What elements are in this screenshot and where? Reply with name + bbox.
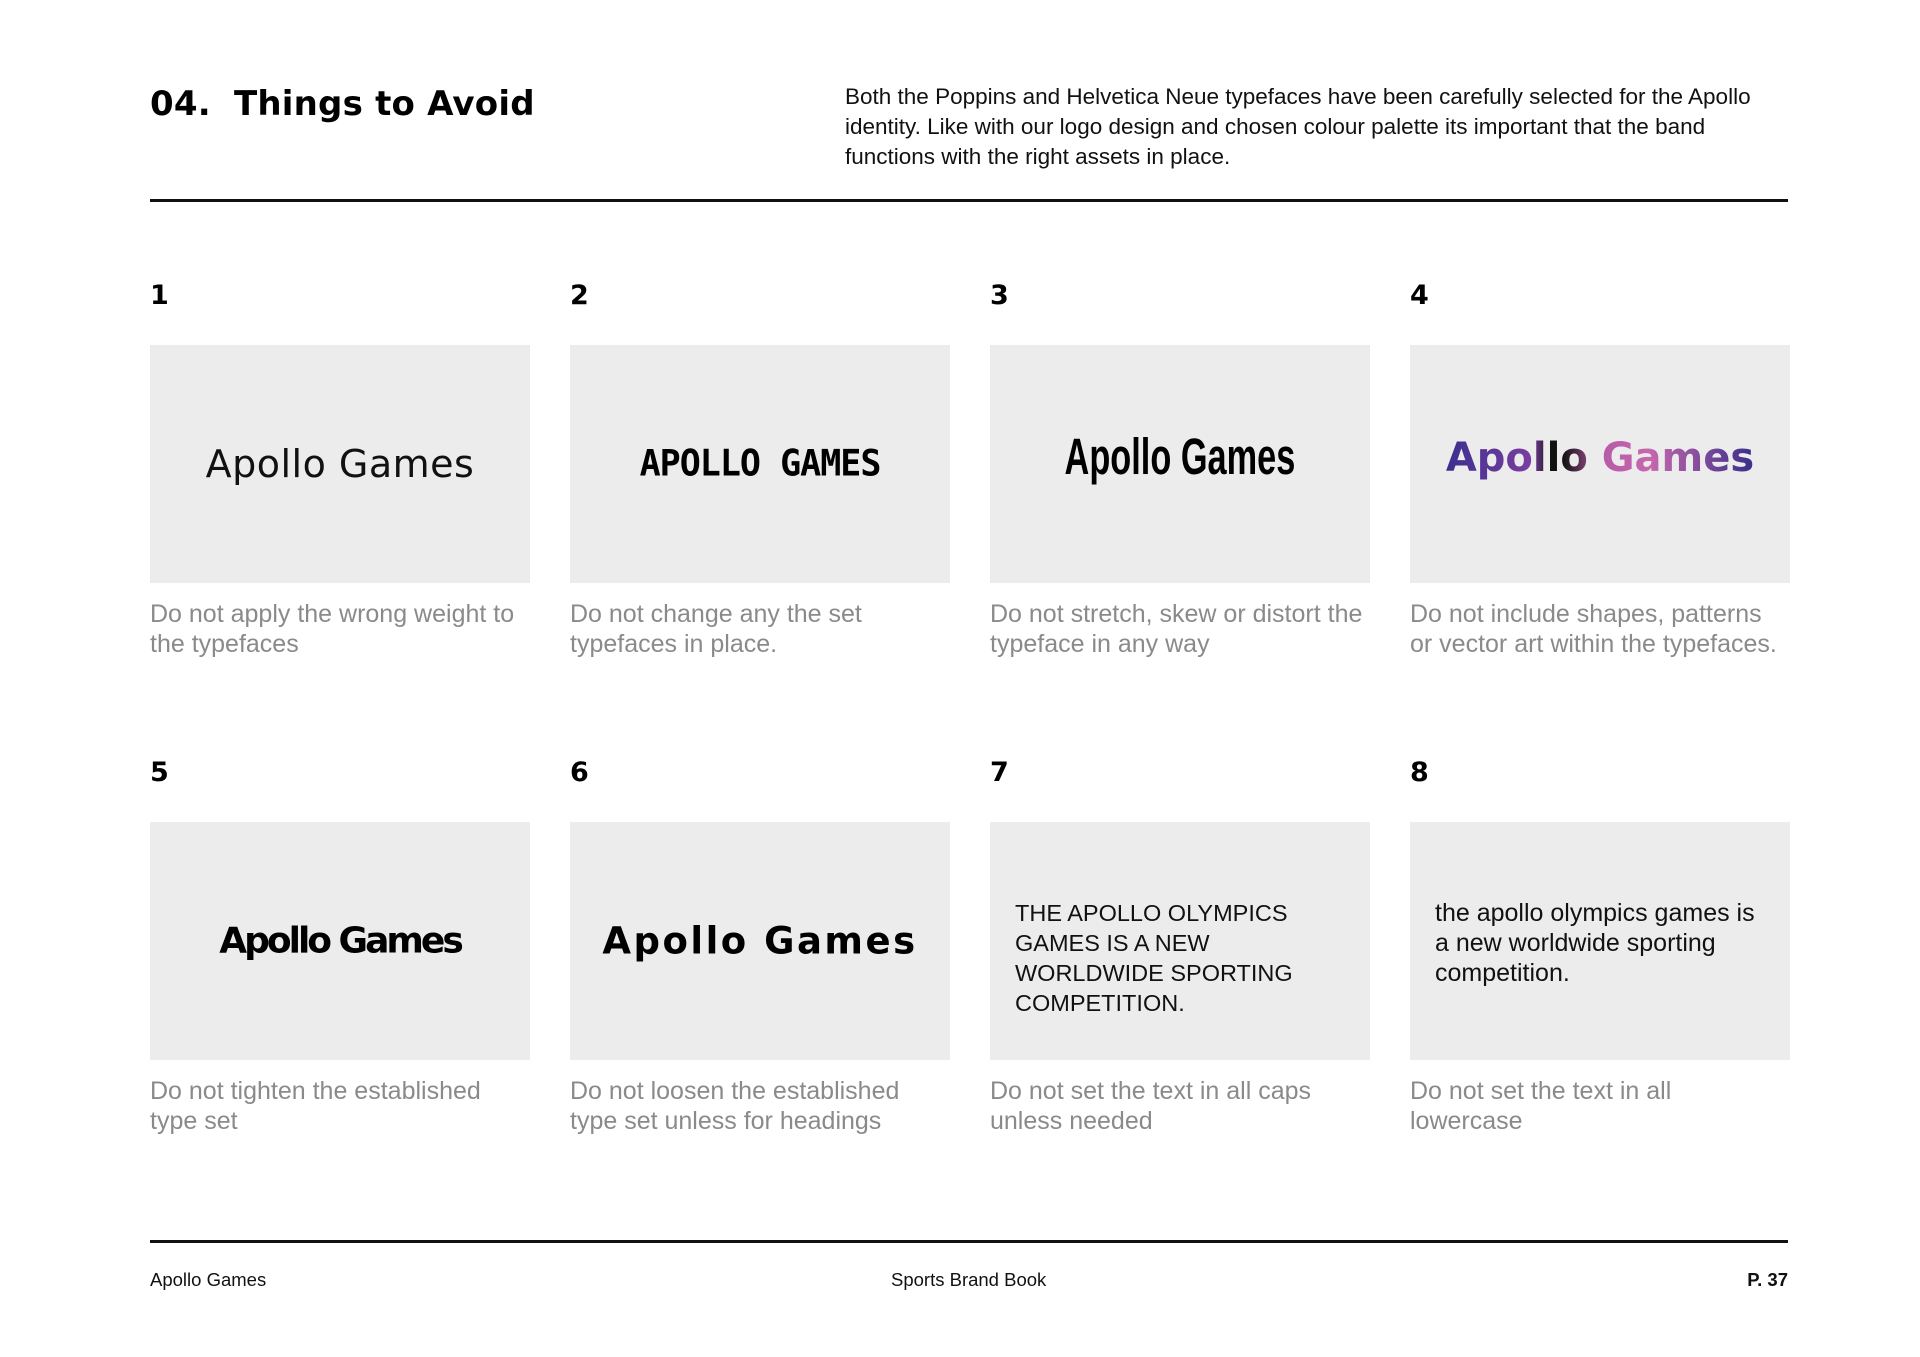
card-sample-box (150, 345, 530, 583)
bottom-divider (150, 1240, 1788, 1243)
card-8 (1410, 758, 1790, 1136)
card-2 (570, 281, 950, 659)
card-caption: Do not include shapes, patterns or vector art within the typefaces. (1410, 600, 1777, 658)
card-caption: Do not stretch, skew or distort the typeface in any way (990, 600, 1363, 658)
card-caption: Do not tighten the established type set (150, 1077, 481, 1135)
card-caption: Do not set the text in all lowercase (1410, 1077, 1672, 1135)
sample-changed-typeface (570, 444, 950, 484)
page-header (150, 78, 1788, 200)
card-6 (570, 758, 950, 1136)
card-number: 5 (150, 757, 169, 788)
page-number: P. 37 (1747, 1269, 1788, 1290)
footer-brand: Apollo Games (150, 1269, 267, 1290)
sample-text: Apollo Games (602, 919, 918, 963)
card-number: 6 (570, 757, 589, 788)
card-caption: Do not loosen the established type set unless for headings (570, 1077, 900, 1135)
card-1 (150, 281, 530, 659)
footer-document-title: Sports Brand Book (891, 1269, 1047, 1290)
card-sample-box (1410, 345, 1790, 583)
intro-paragraph: Both the Poppins and Helvetica Neue typefaces have been carefully selected for the Apollo identity. Like with our logo design and chosen colour palette its important that the band functions with the right assets in place. (845, 84, 1751, 169)
sample-distorted (990, 429, 1370, 486)
card-5 (150, 758, 530, 1136)
sample-text: APOLLO GAMES (639, 443, 881, 485)
card-caption: Do not apply the wrong weight to the typefaces (150, 600, 515, 658)
card-sample-box (570, 822, 950, 1060)
sample-text: Apollo Games (1445, 435, 1755, 481)
card-sample-box (1410, 822, 1790, 1060)
sample-loose-tracking (570, 920, 950, 963)
card-4 (1410, 281, 1790, 659)
sample-text: Apollo Games (205, 442, 475, 486)
section-title: Things to Avoid (234, 84, 535, 124)
card-number: 1 (150, 280, 169, 311)
card-number: 7 (990, 757, 1009, 788)
card-caption: Do not change any the set typefaces in place. (570, 600, 862, 658)
section-heading (150, 84, 535, 124)
sample-text: Apollo Games (1064, 429, 1296, 486)
card-sample-box (150, 822, 530, 1060)
sample-all-lowercase: the apollo olympics games is a new worldwide sporting competition. (1435, 899, 1755, 987)
sample-tight-tracking (150, 921, 530, 962)
card-number: 3 (990, 280, 1009, 311)
section-number: 04. (150, 84, 211, 124)
card-sample-box (570, 345, 950, 583)
card-3 (990, 281, 1370, 659)
sample-patterned (1410, 435, 1790, 481)
card-sample-box (990, 822, 1370, 1060)
card-sample-box (990, 345, 1370, 583)
card-number: 2 (570, 280, 589, 311)
sample-wrong-weight (150, 442, 530, 486)
sample-text: Apollo Games (219, 920, 461, 962)
sample-all-caps: THE APOLLO OLYMPICS GAMES IS A NEW WORLDWIDE SPORTING COMPETITION. (1015, 900, 1293, 1016)
card-number: 8 (1410, 757, 1429, 788)
top-divider (150, 199, 1788, 202)
card-7 (990, 758, 1370, 1136)
card-number: 4 (1410, 280, 1429, 311)
card-caption: Do not set the text in all caps unless needed (990, 1077, 1312, 1135)
